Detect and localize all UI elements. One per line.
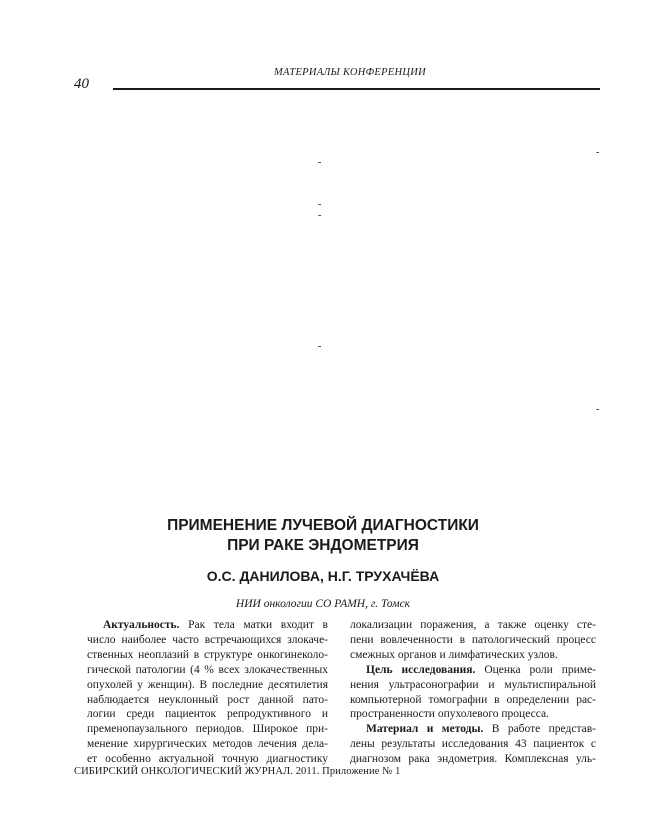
section-head-methods: Материал и методы. [366, 723, 484, 736]
article-title [0, 516, 646, 556]
page-number: 40 [74, 76, 89, 92]
stray-mark: - [596, 147, 600, 158]
article-affiliation: НИИ онкологии СО РАМН, г. Томск [235, 598, 411, 610]
stray-mark: - [318, 210, 322, 221]
stray-mark: - [596, 404, 600, 415]
running-head: МАТЕРИАЛЫ КОНФЕРЕНЦИИ [273, 67, 427, 78]
journal-footer: СИБИРСКИЙ ОНКОЛОГИЧЕСКИЙ ЖУРНАЛ. 2011. Приложение № 1 [74, 766, 401, 777]
text-line: диагнозом рака эндометрия. Комплексная уль- [350, 753, 596, 766]
text-line: ственных неоплазий в структуре онкогинеколо- [87, 648, 328, 661]
text-line [87, 618, 328, 633]
text-line: смежных органов и лимфатических узлов. [350, 648, 558, 661]
text-line: ет особенно актуальной точную диагностику [87, 753, 328, 766]
article-title-line2: ПРИ РАКЕ ЭНДОМЕТРИЯ [227, 537, 419, 554]
text-line: опухолей у женщин). В последние десятилетия [87, 678, 328, 691]
text-line: компьютерной томографии в определении рас- [350, 693, 596, 706]
left-column [87, 618, 328, 767]
text-line: логии среди пациенток репродуктивного и [87, 708, 328, 721]
text-line: гической патологии (4 % всех злокачественных [87, 663, 328, 676]
text-span: Оценка роли приме- [484, 663, 597, 676]
text-line: пременопаузального периодов. Широкое при- [87, 723, 328, 736]
text-line: пени вовлеченности в патологический процесс [350, 633, 596, 646]
section-head-relevance: Актуальность. [103, 619, 180, 631]
text-span: В работе представ- [491, 723, 596, 736]
text-line: локализации поражения, а также оценку сте- [350, 619, 596, 631]
text-line: лены результаты исследования 43 пациенток с [350, 738, 596, 751]
stray-mark: - [318, 157, 322, 168]
right-column [350, 618, 596, 767]
text-line: пространенности опухолевого процесса. [350, 708, 549, 721]
text-line [350, 722, 596, 737]
text-line: наблюдается неуклонный рост данной пато- [87, 693, 328, 706]
text-line [350, 663, 596, 678]
stray-mark: - [318, 199, 322, 210]
stray-mark: - [318, 341, 322, 352]
header-rule [113, 88, 600, 90]
article-authors: О.С. ДАНИЛОВА, Н.Г. ТРУХАЧЁВА [206, 568, 440, 584]
section-head-aim: Цель исследования. [366, 663, 476, 676]
text-line: число наиболее часто встречающихся злокаче- [87, 633, 328, 646]
text-line: нения ультрасонографии и мультиспиральной [350, 678, 596, 691]
text-span: Рак тела матки входит в [188, 619, 328, 631]
text-line: менение хирургических методов лечения дела- [87, 738, 328, 751]
article-title-line1: ПРИМЕНЕНИЕ ЛУЧЕВОЙ ДИАГНОСТИКИ [167, 517, 479, 534]
